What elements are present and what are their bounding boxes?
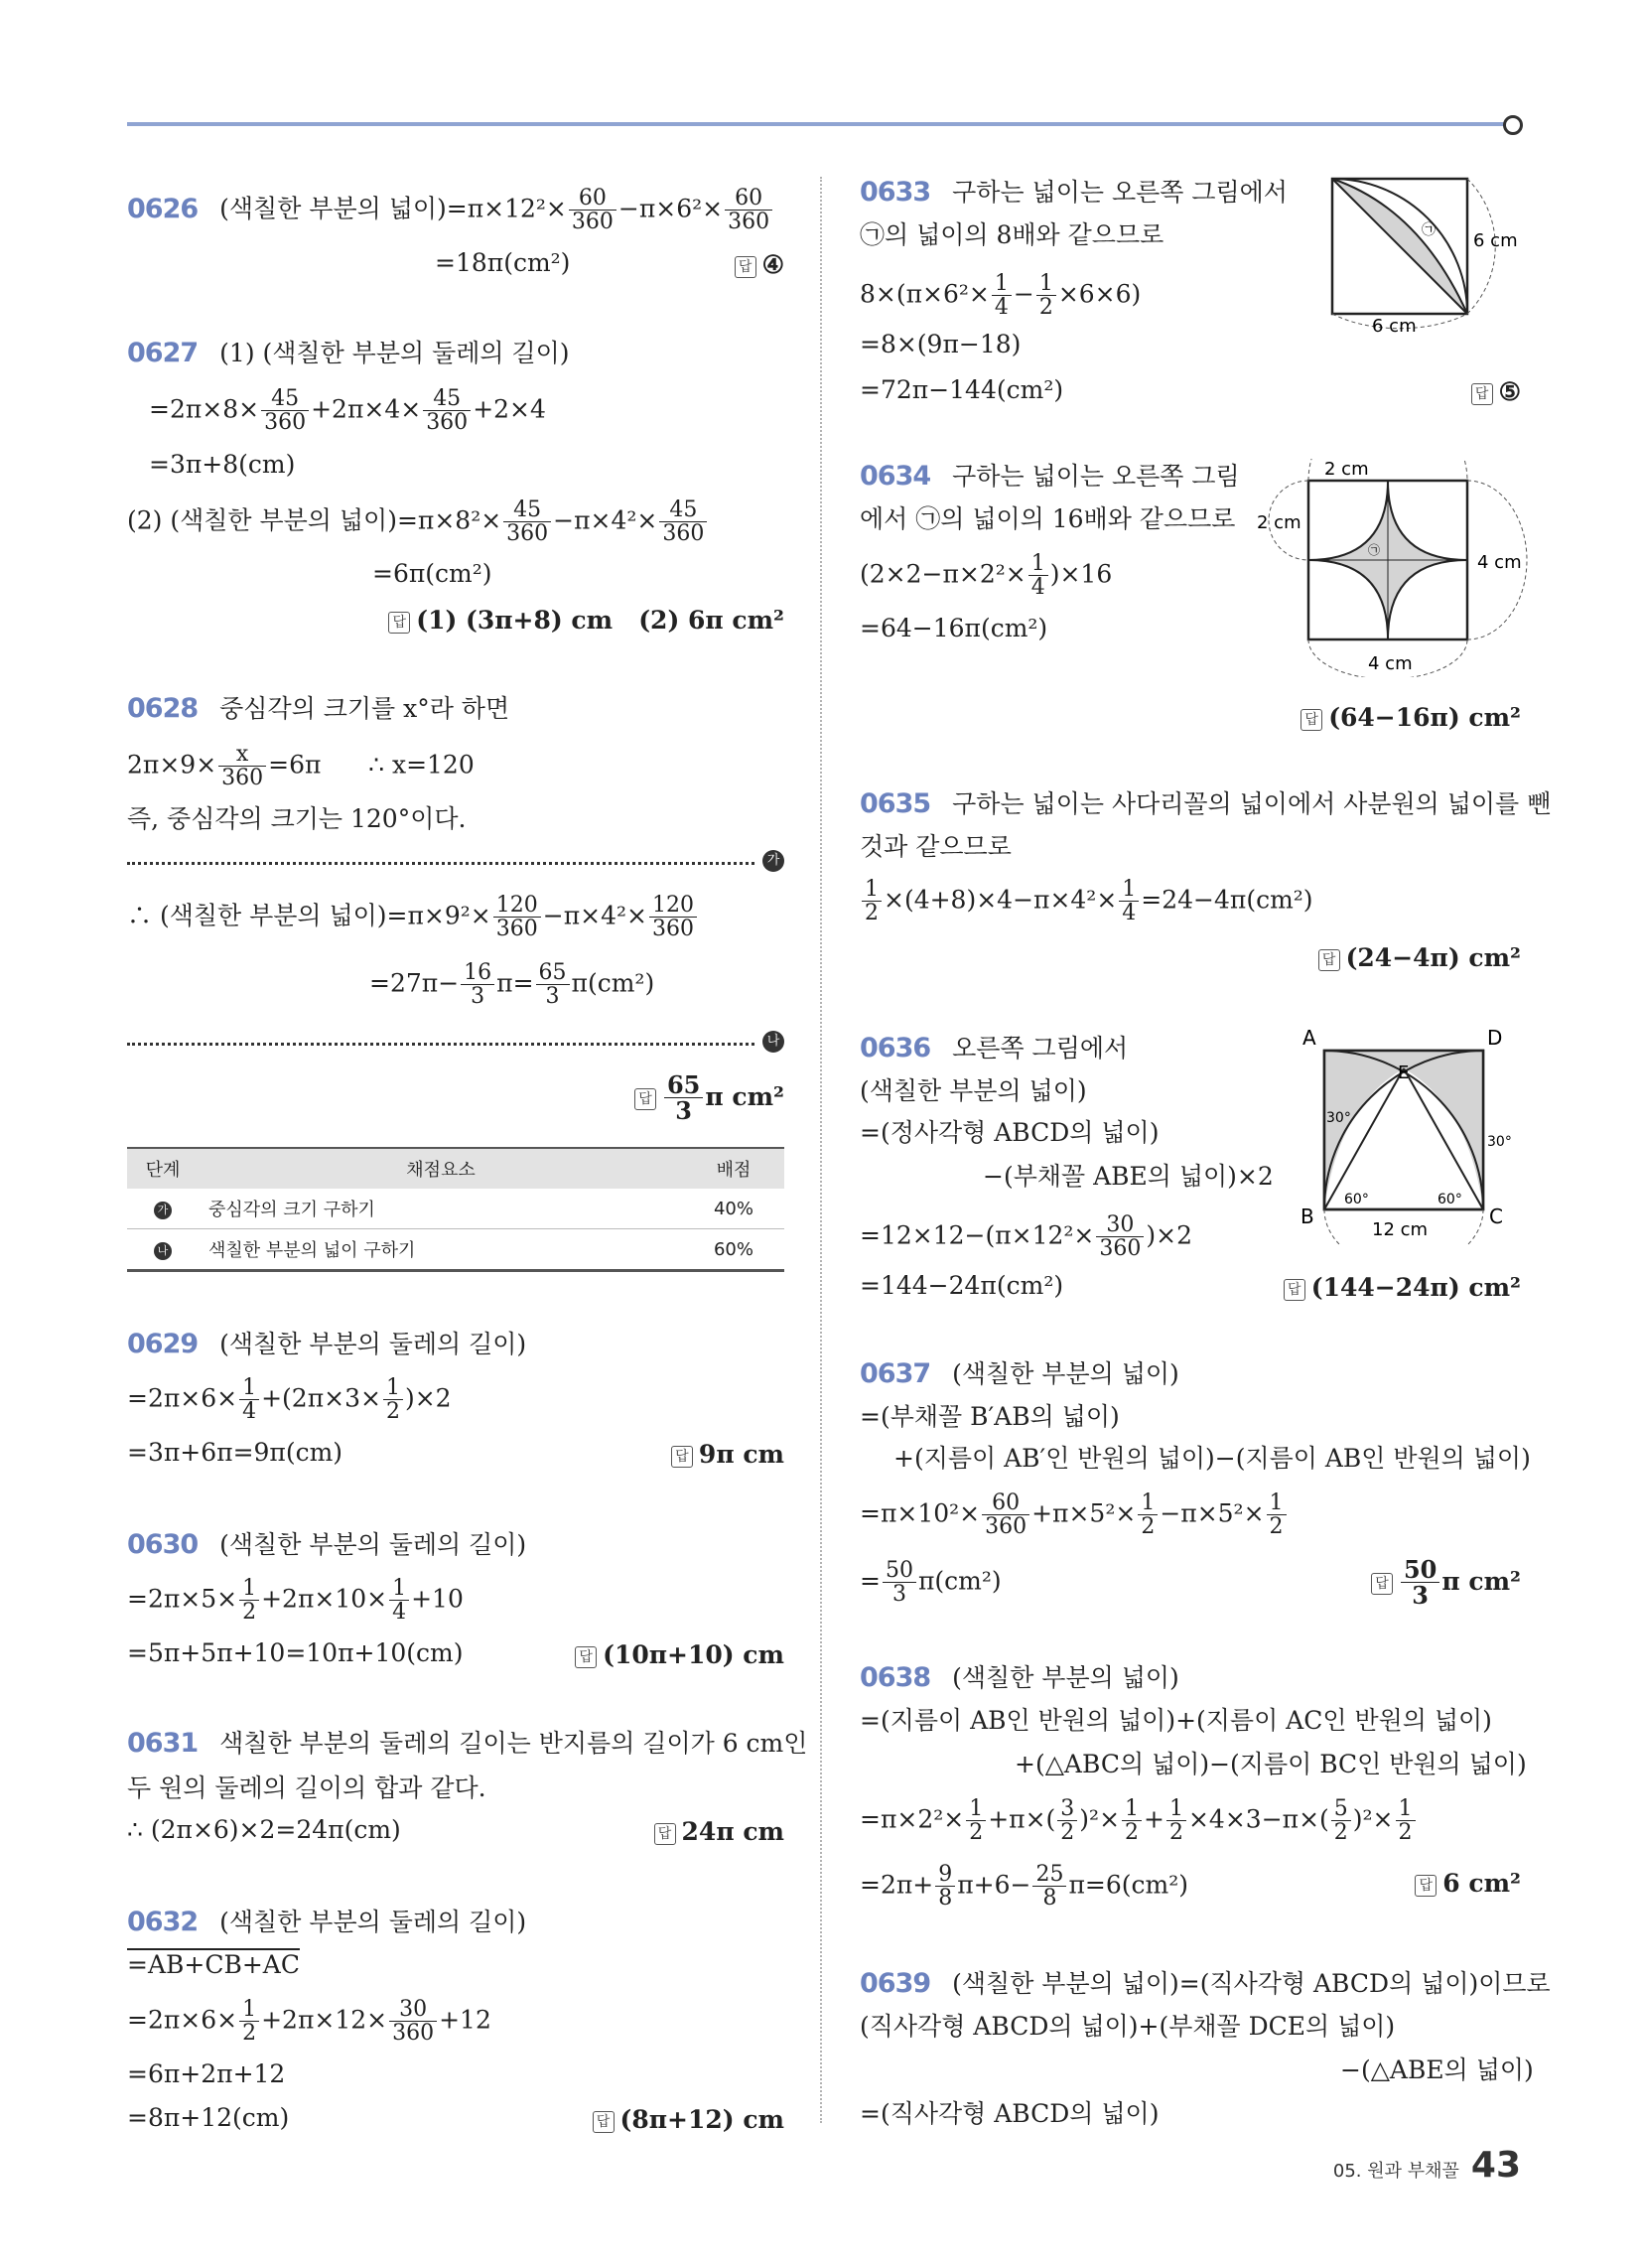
problem-number: 0626: [127, 193, 199, 224]
svg-text:6 cm: 6 cm: [1372, 316, 1417, 337]
answer: 답 $\frac{50}{3}$ π cm²: [1371, 1557, 1521, 1610]
page-footer: [1333, 2145, 1521, 2186]
answer: 답 6 cm²: [1415, 1869, 1521, 1898]
svg-text:60°: 60°: [1344, 1192, 1369, 1207]
svg-text:E: E: [1398, 1063, 1410, 1083]
step-marker: 가: [762, 850, 784, 872]
step-divider: [127, 1043, 754, 1046]
answer: 답 (144−24π) cm²: [1284, 1273, 1521, 1302]
answer: 답 (24−4π) cm²: [1318, 943, 1521, 972]
svg-text:2 cm: 2 cm: [1324, 459, 1369, 480]
answer: 답 (10π+10) cm: [575, 1640, 784, 1669]
step-marker: 나: [762, 1031, 784, 1053]
step-divider: [127, 862, 754, 865]
svg-text:4 cm: 4 cm: [1368, 653, 1413, 674]
top-rule: [127, 122, 1509, 126]
table-row: 가 중심각의 크기 구하기 40%: [127, 1189, 784, 1229]
svg-text:D: D: [1487, 1027, 1503, 1050]
svg-text:B: B: [1300, 1205, 1314, 1228]
answer: 답 (64−16π) cm²: [1300, 703, 1521, 732]
page-number: 43: [1470, 2145, 1521, 2186]
svg-text:2 cm: 2 cm: [1257, 512, 1301, 533]
figure-0636: [1291, 1027, 1539, 1245]
figure-0634: [1253, 459, 1541, 677]
answer: 답 $\frac{65}{3}$ π cm²: [634, 1072, 784, 1125]
svg-text:60°: 60°: [1437, 1192, 1462, 1207]
svg-text:㉠: ㉠: [1368, 543, 1381, 557]
answer: 답 (8π+12) cm: [593, 2105, 784, 2134]
top-rule-dot: [1503, 115, 1523, 135]
column-divider: [820, 177, 822, 2123]
answer: 답 9π cm: [671, 1440, 784, 1469]
chapter-title: 05. 원과 부채꼴: [1332, 2161, 1459, 2182]
grading-table: 단계 채점요소 배점 가 중심각의 크기 구하기 40% 나 색칠한 부분의 넓이 구하기 60%: [127, 1147, 784, 1272]
svg-text:4 cm: 4 cm: [1477, 552, 1522, 573]
answer: 답 24π cm: [654, 1817, 784, 1846]
answer: 답 (1) (3π+8) cm (2) 6π cm²: [388, 606, 784, 635]
figure-0633: [1320, 169, 1539, 348]
svg-text:㉠: ㉠: [1422, 222, 1436, 238]
svg-text:C: C: [1489, 1205, 1503, 1228]
svg-text:30°: 30°: [1326, 1110, 1351, 1126]
svg-text:12 cm: 12 cm: [1372, 1219, 1429, 1240]
answer: 답 ⑤: [1471, 377, 1521, 406]
table-row: 나 색칠한 부분의 넓이 구하기 60%: [127, 1229, 784, 1271]
svg-text:A: A: [1302, 1027, 1316, 1050]
svg-text:30°: 30°: [1487, 1134, 1512, 1150]
svg-text:6 cm: 6 cm: [1473, 230, 1518, 251]
answer: 답 ④: [735, 250, 784, 279]
